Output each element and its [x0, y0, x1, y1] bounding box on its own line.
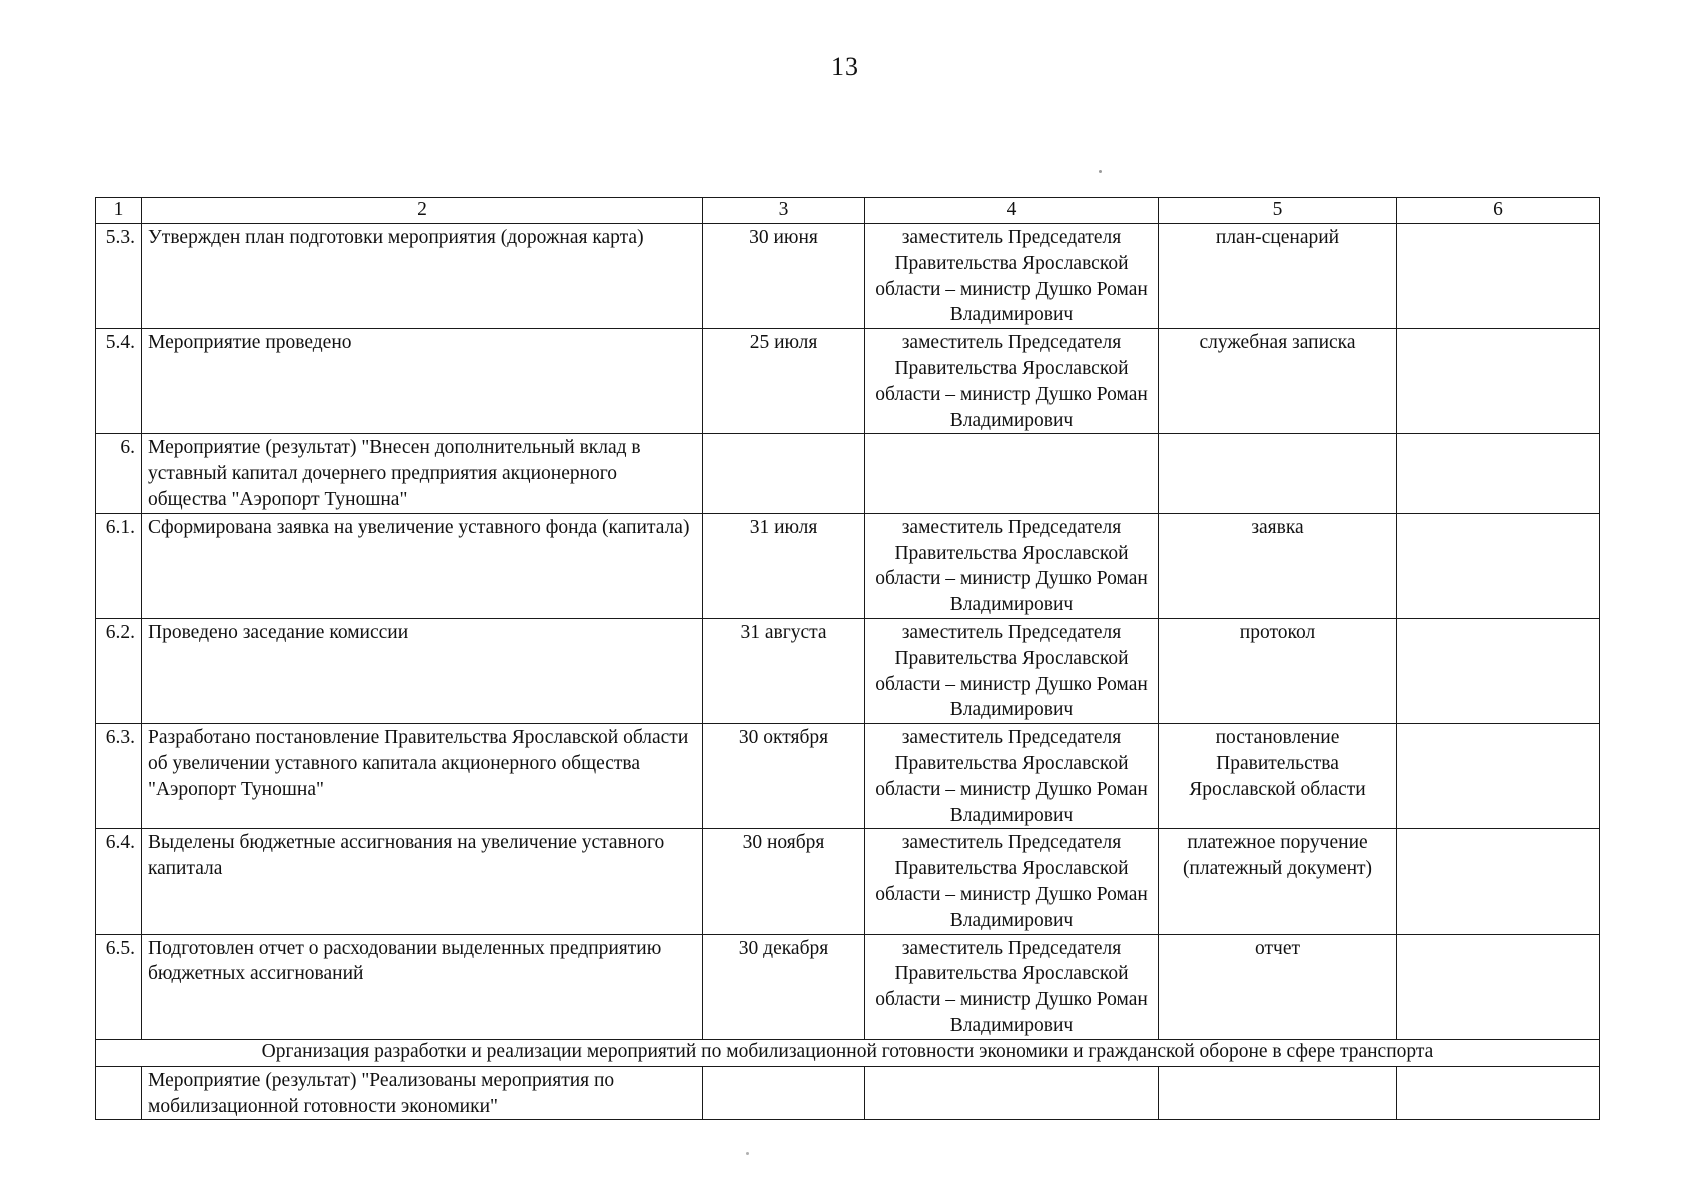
row-note — [1397, 618, 1600, 723]
row-responsible: заместитель Председателя Правительства Ярославской области – министр Душко Роман Владимирович — [865, 224, 1159, 329]
table-row — [96, 434, 1600, 513]
row-responsible — [865, 434, 1159, 513]
row-responsible: заместитель Председателя Правительства Ярославской области – министр Душко Роман Владимирович — [865, 724, 1159, 829]
section-row — [96, 1039, 1600, 1066]
row-document: протокол — [1159, 618, 1397, 723]
row-responsible: заместитель Председателя Правительства Ярославской области – министр Душко Роман Владимирович — [865, 829, 1159, 934]
row-name: Выделены бюджетные ассигнования на увеличение уставного капитала — [142, 829, 703, 934]
row-document: отчет — [1159, 934, 1397, 1039]
row-document: постановление Правительства Ярославской области — [1159, 724, 1397, 829]
row-number: 6.4. — [96, 829, 142, 934]
row-responsible: заместитель Председателя Правительства Ярославской области – министр Душко Роман Владимирович — [865, 513, 1159, 618]
header-cell: 2 — [142, 198, 703, 224]
row-name: Разработано постановление Правительства Ярославской области об увеличении уставного капитала акционерного общества "Аэропорт Туношна" — [142, 724, 703, 829]
header-cell: 6 — [1397, 198, 1600, 224]
header-cell: 4 — [865, 198, 1159, 224]
row-date: 30 июня — [703, 224, 865, 329]
scan-speck — [1099, 170, 1102, 173]
row-name: Мероприятие проведено — [142, 329, 703, 434]
row-responsible — [865, 1066, 1159, 1120]
row-name: Подготовлен отчет о расходовании выделенных предприятию бюджетных ассигнований — [142, 934, 703, 1039]
header-cell: 3 — [703, 198, 865, 224]
row-note — [1397, 724, 1600, 829]
row-document — [1159, 1066, 1397, 1120]
row-date — [703, 1066, 865, 1120]
header-row — [96, 198, 1600, 224]
row-number — [96, 1066, 142, 1120]
row-name: Утвержден план подготовки мероприятия (дорожная карта) — [142, 224, 703, 329]
row-date: 31 июля — [703, 513, 865, 618]
header-cell: 1 — [96, 198, 142, 224]
row-note — [1397, 934, 1600, 1039]
table-row — [96, 934, 1600, 1039]
row-date: 25 июля — [703, 329, 865, 434]
row-number: 6.3. — [96, 724, 142, 829]
row-document: заявка — [1159, 513, 1397, 618]
table-row — [96, 1066, 1600, 1120]
plan-table — [95, 197, 1600, 1120]
scan-speck — [746, 1152, 749, 1155]
row-document — [1159, 434, 1397, 513]
row-number: 6.5. — [96, 934, 142, 1039]
row-date: 30 декабря — [703, 934, 865, 1039]
row-number: 5.3. — [96, 224, 142, 329]
row-responsible: заместитель Председателя Правительства Ярославской области – министр Душко Роман Владимирович — [865, 329, 1159, 434]
row-note — [1397, 1066, 1600, 1120]
row-date: 30 октября — [703, 724, 865, 829]
row-name: Мероприятие (результат) "Внесен дополнительный вклад в уставный капитал дочернего предприятия акционерного общества "Аэропорт Туношна" — [142, 434, 703, 513]
row-number: 6.2. — [96, 618, 142, 723]
header-cell: 5 — [1159, 198, 1397, 224]
row-date: 30 ноября — [703, 829, 865, 934]
row-name: Сформирована заявка на увеличение уставного фонда (капитала) — [142, 513, 703, 618]
table-row — [96, 829, 1600, 934]
row-document: служебная записка — [1159, 329, 1397, 434]
page-number: 13 — [831, 52, 859, 81]
row-name: Проведено заседание комиссии — [142, 618, 703, 723]
table-row — [96, 618, 1600, 723]
row-note — [1397, 224, 1600, 329]
row-document: платежное поручение (платежный документ) — [1159, 829, 1397, 934]
row-date: 31 августа — [703, 618, 865, 723]
row-number: 5.4. — [96, 329, 142, 434]
row-note — [1397, 829, 1600, 934]
row-name: Мероприятие (результат) "Реализованы мероприятия по мобилизационной готовности экономики" — [142, 1066, 703, 1120]
row-responsible: заместитель Председателя Правительства Ярославской области – министр Душко Роман Владимирович — [865, 618, 1159, 723]
row-responsible: заместитель Председателя Правительства Ярославской области – министр Душко Роман Владимирович — [865, 934, 1159, 1039]
row-number: 6.1. — [96, 513, 142, 618]
row-note — [1397, 329, 1600, 434]
row-number: 6. — [96, 434, 142, 513]
row-note — [1397, 513, 1600, 618]
row-date — [703, 434, 865, 513]
row-document: план-сценарий — [1159, 224, 1397, 329]
table-row — [96, 724, 1600, 829]
table-row — [96, 224, 1600, 329]
row-note — [1397, 434, 1600, 513]
table-row — [96, 329, 1600, 434]
section-title: Организация разработки и реализации мероприятий по мобилизационной готовности экономики и гражданской обороне в сфере транспорта — [96, 1039, 1600, 1066]
table-row — [96, 513, 1600, 618]
